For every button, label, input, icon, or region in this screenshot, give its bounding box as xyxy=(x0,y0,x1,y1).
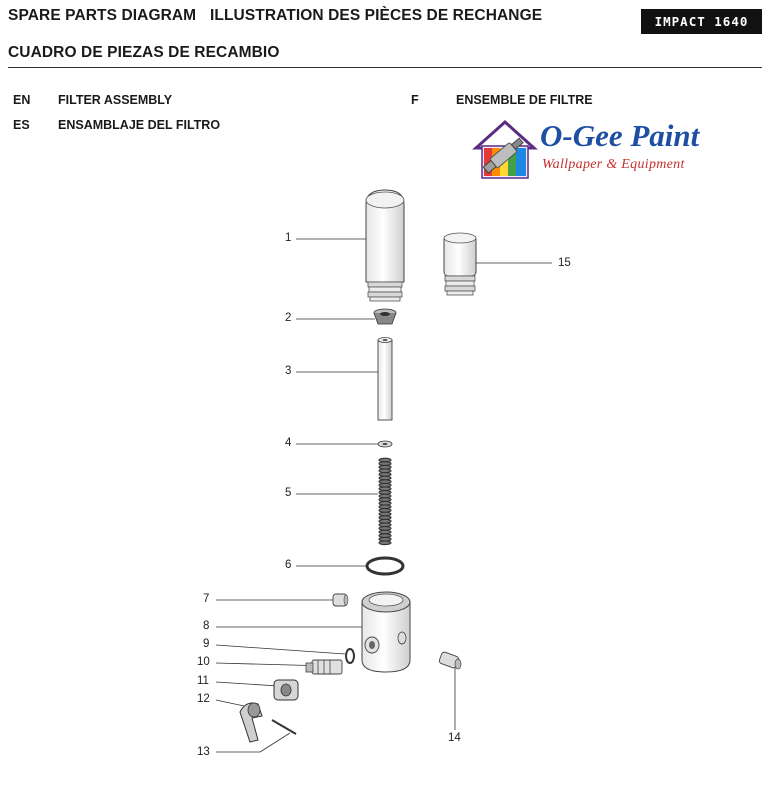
part-number-7: 7 xyxy=(203,593,210,605)
part-number-6: 6 xyxy=(285,559,292,571)
part-number-5: 5 xyxy=(285,487,292,499)
logo-tagline: Wallpaper & Equipment xyxy=(542,157,685,172)
handle-part-12 xyxy=(240,703,262,742)
filter-bowl-part-1 xyxy=(366,190,404,301)
logo-brand-text: O-Gee Paint xyxy=(540,118,700,153)
model-badge: IMPACT 1640 xyxy=(641,9,762,34)
plug-part-7 xyxy=(333,594,348,606)
lang-code-en: EN xyxy=(13,93,31,107)
section-label-es: ENSAMBLAJE DEL FILTRO xyxy=(58,118,221,132)
filter-cap-part-15 xyxy=(444,233,476,295)
part-number-14: 14 xyxy=(448,732,461,744)
part-number-2: 2 xyxy=(285,312,292,324)
part-number-4: 4 xyxy=(285,437,292,449)
part-number-12: 12 xyxy=(197,693,210,705)
section-label-fr: ENSEMBLE DE FILTRE xyxy=(456,93,593,107)
o-ring-part-6 xyxy=(367,558,403,574)
title-en: SPARE PARTS DIAGRAM xyxy=(8,7,197,24)
part-number-1: 1 xyxy=(285,232,292,244)
title-es: CUADRO DE PIEZAS DE RECAMBIO xyxy=(8,44,280,61)
part-number-10: 10 xyxy=(197,656,210,668)
valve-body-part-11 xyxy=(274,680,298,700)
lang-code-fr: F xyxy=(411,93,419,107)
filter-housing-part-8 xyxy=(362,592,410,672)
o-ring-part-9 xyxy=(346,649,354,663)
filter-seat-part-2 xyxy=(374,309,396,324)
lang-code-es: ES xyxy=(13,118,30,132)
title-fr: ILLUSTRATION DES PIÈCES DE RECHANGE xyxy=(210,7,543,24)
fitting-part-14 xyxy=(438,651,461,669)
part-number-11: 11 xyxy=(197,675,209,687)
part-number-9: 9 xyxy=(203,638,210,650)
part-number-3: 3 xyxy=(285,365,292,377)
part-number-15: 15 xyxy=(558,257,571,269)
filter-element-part-3 xyxy=(378,338,392,421)
spring-part-5 xyxy=(379,458,391,544)
part-number-8: 8 xyxy=(203,620,210,632)
section-label-en: FILTER ASSEMBLY xyxy=(58,93,173,107)
outlet-fitting-part-10 xyxy=(306,660,342,674)
washer-part-4 xyxy=(378,441,392,447)
part-number-13: 13 xyxy=(197,746,210,758)
pin-part-13 xyxy=(272,720,296,734)
